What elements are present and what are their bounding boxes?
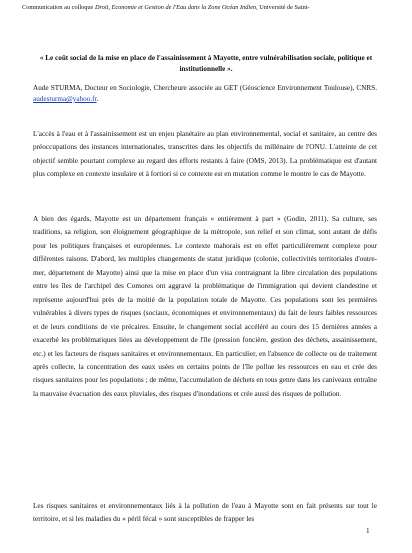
page-number: 1 <box>366 527 370 535</box>
author-text: Aude STURMA, Docteur en Sociologie, Chercheure associée au GET (Géoscience Environnement Toulouse), CNRS. <box>33 84 377 92</box>
paragraph-context: A bien des égards, Mayotte est un département français « entièrement à part » (Godin, 2011). Sa culture, ses traditions, sa religion, son éloignement géographique de la métropole, son relief et son climat, sont autant de défis pour les politiques françaises et européennes. Le contexte mahorais est en effet particulièrement complexe pour différentes raisons. D'abord, les multiples changements de statut juridique (colonie, collectivités territoriales d'outre-mer, département de Mayotte) ainsi que la mise en place d'un visa contraignant la libre circulation des populations entre les îles de l'archipel des Comores ont aggravé la problématique de l'immigration qui devient clandestine et représente aujourd'hui près de la moitié de la population totale de Mayotte. Ces populations sont les premières vulnérables à divers types de risques (sociaux, économiques et environnementaux) du fait de leurs faibles ressources et de leurs conditions de vie précaires. Ensuite, le changement social accéléré au cours des 15 dernières années a exacerbé les problématiques liées au développement de l'île (pression foncière, gestion des déchets, assainissement, etc.) et les facteurs de risques sanitaires et environnementaux. En particulier, en l'absence de collecte ou de traitement après collecte, la concentration des eaux usées en certains points de l'île pollue les ressources en eau et crée des risques sanitaires pour les populations ; de même, l'accumulation de déchets en tous genre dans les caniveaux entraîne la mauvaise évacuation des eaux pluviales, des risques d'inondations et crée aussi des risques de pollution. <box>33 215 377 398</box>
document-title: « Le coût social de la mise en place de l'assainissement à Mayotte, entre vulnérabilisation sociale, politique et institutionnelle ». <box>39 54 373 73</box>
header-prefix: Communication au colloque <box>22 4 95 11</box>
author-email-suffix: . <box>96 95 99 103</box>
paragraph-risks: Les risques sanitaires et environnementaux liés à la pollution de l'eau à Mayotte sont en fait présents sur tout le territoire, et si les maladies du « péril fécal » sont susceptibles de frapper les <box>33 502 377 524</box>
author-info <box>33 83 377 105</box>
running-header <box>22 4 410 12</box>
header-suffix: , Université de Saint- <box>256 4 310 11</box>
author-email-link[interactable]: audesturma@yahoo.fr <box>33 95 97 103</box>
header-conference: Droit, Économie et Gestion de l'Eau dans la Zone Océan Indien <box>94 4 257 11</box>
paragraph-intro: L'accès à l'eau et à l'assainissement est un enjeu planétaire au plan environnemental, social et sanitaire, au centre des préoccupations des instances internationales, transcrites dans les objectifs du millénaire de l'ONU. L'atteinte de cet objectif semble pourtant complexe au regard des efforts restants à faire (OMS, 2013). La problématique est d'autant plus complexe en contexte insulaire et à fortiori si ce contexte est en mutation comme le montre le cas de Mayotte. <box>33 130 377 179</box>
